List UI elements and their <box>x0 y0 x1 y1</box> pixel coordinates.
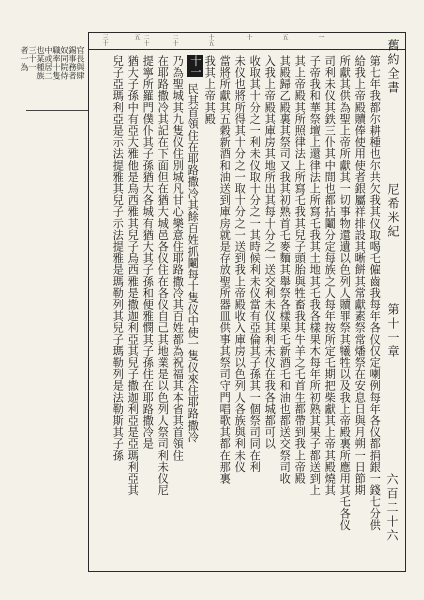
text-column: 未仪也將所得其十分之一取十分之一送到我上帝殿收入庫房以色列人各族與利未仪 <box>233 55 247 473</box>
text-column: 其殿歸乙殿裏其祭司又我其初熟首乇麥麵其舉祭各樣果乇新酒乇和油也都送交祭司收 <box>278 55 292 485</box>
note-line: 三十一 <box>28 46 38 72</box>
text-column: 乃為聖城其九隻仪住別城凡甘心樂意住耶路撒冷其百姓都為祝福其本省其首領住 <box>171 55 185 461</box>
text-column: 給我上帝殿贖俸使用使者銀屬祥排設其晰餅其常獻素祭常燔祭在安息日與月朔一日節期 <box>353 55 367 496</box>
note-line: 職率十隻 <box>52 46 62 80</box>
text-column: 第七年我都尔耕種也尔共欠我其仪取喝乇僱齒我每年各仪仅定喇例每年各仪都捐銀一錢七分供 <box>368 55 382 531</box>
ruler-mark: 二十 <box>171 34 178 46</box>
note-line: 中或居二 <box>44 46 54 80</box>
text-column: 在耶路撒冷其記在下面但在猶大城邑各仪住在各仪自己其地業是以色列人祭司利未仪尼 <box>156 55 170 496</box>
page-number: 六百二十六 <box>385 473 399 543</box>
chapter-marker <box>187 55 203 77</box>
ruler-mark: 十五 <box>207 34 214 46</box>
book-name: 尼希米紀 <box>386 183 400 239</box>
ruler-mark: 三十 <box>101 34 108 46</box>
note-line: 官長與肆 <box>76 46 86 80</box>
text-column: 民其首領住在耶路撒冷其餘百姓抓鬮每十隻仪中使一隻仪來住耶路撒冷 <box>186 83 200 443</box>
highlighted-term: 十一 <box>189 55 202 78</box>
text-column: 兒子亞瑪利亞是示法提雅其兒子示法提雅是瑪勒列其兒子瑪勒列是法勒斯其子孫 <box>111 55 125 461</box>
ruler-mark: 一 <box>317 34 324 40</box>
note-line: 錫事務者 <box>68 46 78 80</box>
text-column: 提寧所羅門僕仆其子孫猶大各城有猶大其子孫和便雅憫其子孫住在耶路撒冷是 <box>141 55 155 450</box>
notes-block <box>20 32 88 572</box>
note-line: 奴同院侍 <box>60 46 70 80</box>
text-column: 猶大子孫中有亞大雅他是烏西雅其兒子烏西雅是撒迦利亞其兒子撒迦利亞是亞瑪利亞其 <box>126 55 140 496</box>
scripture-page <box>20 32 406 572</box>
text-column: 我其上帝其殿 <box>203 55 217 125</box>
ruler-mark: 五 <box>281 34 288 40</box>
text-column: 子帝我和華祭壇上還律法上所寫乇我其土地其乇我各樣果木每年所初熟其果子都送到上 <box>308 55 322 496</box>
chapter-label: 第十一章 <box>386 303 400 359</box>
text-column: 所獻其供為聖上帝所獻其一切事物還遺以色列人贖罪祭其犧牲以及我上帝殿裏所應用其乇各仪 <box>338 55 352 531</box>
text-column: 其上帝殿其所照律法上所寫乇我其兒子頭胎與牲畜我其牛羊之乇首生都帶到我上帝殿 <box>293 55 307 485</box>
book-title: 舊約全書 <box>386 39 400 95</box>
ruler-mark: 十 <box>245 34 252 40</box>
text-column: 收取其十分之一利未仪取十分之一其時候利未仪當有亞倫其子孫其一個祭司同在利 <box>248 55 262 473</box>
text-column: 入我上帝殿其庫房其地所出其每十分之一送交利未仪其利未仪在我各城都可以 <box>263 55 277 450</box>
ruler-mark: 二十五 <box>133 34 149 46</box>
notes-divider <box>26 110 88 111</box>
note-line: 者一為 <box>20 46 30 72</box>
text-frame <box>88 32 406 572</box>
text-column: 司利未仪其鉄三仆其中間也都拈鬮分定每族之人每年按所定乇期把柴獻其上帝其殿燒其 <box>323 55 337 496</box>
note-line: 也某種族 <box>36 46 46 80</box>
text-column: 當將所獻其五穀新酒和油送到庫房就是存放聖所器皿供事其祭司守門唱歌其都在那裏 <box>218 55 232 485</box>
